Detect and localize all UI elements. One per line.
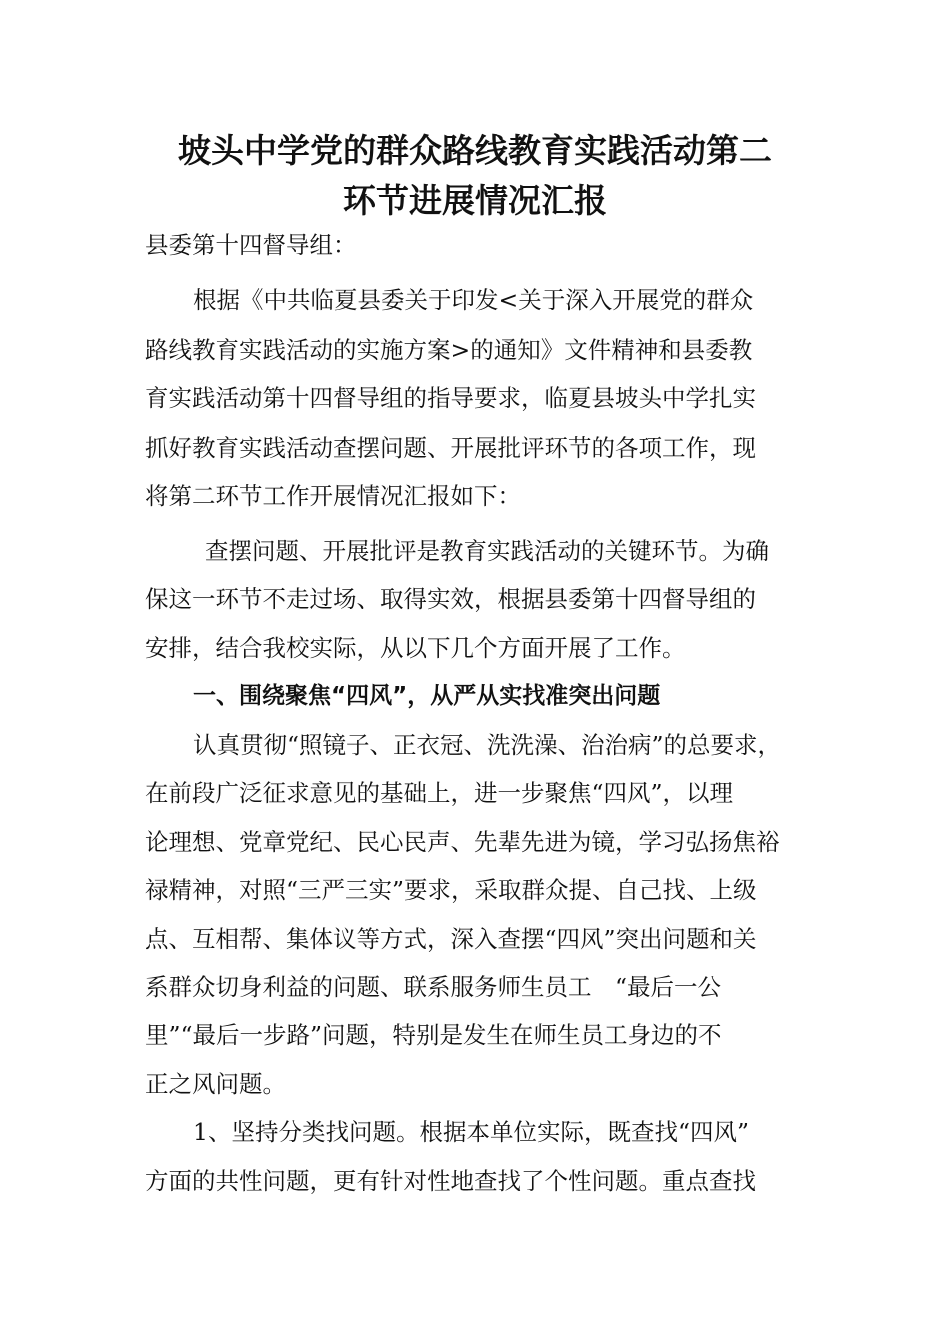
paragraph-line: 论理想、党章党纪、民心民声、先辈先进为镜，学习弘扬焦裕	[145, 828, 780, 856]
document-title-line-1: 坡头中学党的群众路线教育实践活动第二	[178, 131, 772, 170]
paragraph-line: 在前段广泛征求意见的基础上，进一步聚焦“四风”，以理	[145, 779, 734, 807]
paragraph-line: 正之风问题。	[145, 1070, 286, 1098]
salutation: 县委第十四督导组：	[145, 231, 357, 259]
paragraph-line: 根据《中共临夏县委关于印发<关于深入开展党的群众	[193, 286, 754, 314]
document-title-line-2: 环节进展情况汇报	[343, 181, 607, 220]
paragraph-line: 安排，结合我校实际，从以下几个方面开展了工作。	[145, 634, 686, 662]
section-heading: 一、围绕聚焦“四风”，从严从实找准突出问题	[193, 683, 661, 709]
paragraph-line: 路线教育实践活动的实施方案>的通知》文件精神和县委教	[145, 336, 753, 364]
paragraph-line: 点、互相帮、集体议等方式，深入查摆“四风”突出问题和关	[145, 925, 757, 953]
paragraph-line: 查摆问题、开展批评是教育实践活动的关键环节。为确	[205, 537, 769, 565]
paragraph-line: 认真贯彻“照镜子、正衣冠、洗洗澡、治治病”的总要求，	[193, 731, 782, 759]
paragraph-line: 育实践活动第十四督导组的指导要求，临夏县坡头中学扎实	[145, 384, 756, 412]
paragraph-line: 方面的共性问题，更有针对性地查找了个性问题。重点查找	[145, 1167, 756, 1195]
paragraph-line: 将第二环节工作开展情况汇报如下：	[145, 482, 521, 510]
paragraph-line: 里”“最后一步路”问题，特别是发生在师生员工身边的不	[145, 1021, 722, 1049]
paragraph-line: 保这一环节不走过场、取得实效，根据县委第十四督导组的	[145, 585, 756, 613]
paragraph-line: 禄精神，对照“三严三实”要求，采取群众提、自己找、上级	[145, 876, 757, 904]
paragraph-line: 系群众切身利益的问题、联系服务师生员工 “最后一公	[145, 973, 722, 1001]
paragraph-line: 1、坚持分类找问题。根据本单位实际，既查找“四风”	[193, 1118, 749, 1146]
paragraph-line: 抓好教育实践活动查摆问题、开展批评环节的各项工作，现	[145, 434, 756, 462]
